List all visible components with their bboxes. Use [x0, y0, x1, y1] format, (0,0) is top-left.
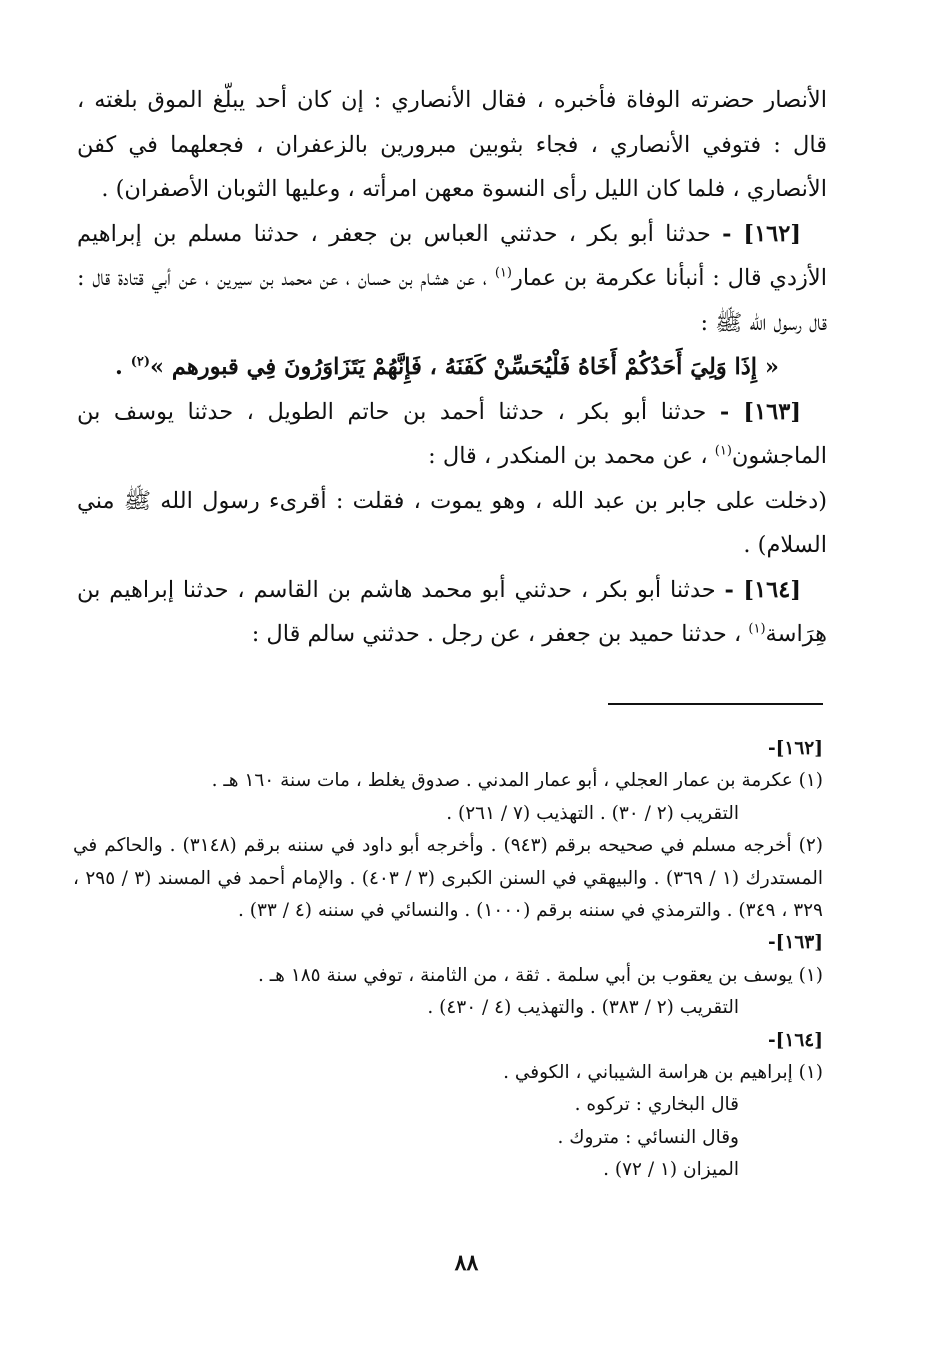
footnotes — [73, 733, 823, 1187]
text-line: الماجشون — [731, 443, 827, 469]
footnote-line: التقريب (٢ / ٣٨٣) . والتهذيب (٤ / ٤٣٠) . — [427, 997, 739, 1019]
text-line: هِرَاسة — [765, 621, 827, 647]
text-line: حدثنا أبو بكر ، حدثنا أحمد بن حاتم الطويل ، حدثنا يوسف بن — [77, 398, 707, 425]
text-line: السلام) . — [743, 532, 827, 558]
hadith-162-quote — [77, 345, 827, 390]
footnote-line: الميزان (١ / ٧٢) . — [603, 1159, 739, 1181]
text-line: الأزدي قال : أنبأنا عكرمة بن عمار — [511, 265, 827, 291]
hadith-163-narration — [77, 479, 827, 568]
footnote-line: (٣ / ٢٩٥ ، ٣٢٩ ، ٣٤٩) . والترمذي في سننه برقم (١٠٠٠) . والنسائي في سننه (٤ / ٣٣) . — [73, 867, 823, 922]
text-line: ، عن هشام بن حسان ، عن محمد بن سيرين ، — [204, 265, 495, 291]
paragraph-continuation — [77, 78, 827, 212]
footnote-line: التقريب (٢ / ٣٠) . التهذيب (٧ / ٢٦١) . — [446, 802, 739, 824]
hadith-number: [١٦٣] - — [719, 398, 801, 425]
footnote-line: وقال النسائي : متروك . — [557, 1126, 739, 1148]
hadith-163 — [77, 390, 827, 479]
footnote-line: (١) عكرمة بن عمار العجلي ، أبو عمار المدني . صدوق يغلط ، مات سنة ١٦٠ هـ . — [211, 770, 823, 792]
page-number: ٨٨ — [454, 1250, 479, 1276]
text-line: كان الليل رأى النسوة معهن امرأته ، وعليها الثوبان الأصفران) . — [101, 176, 681, 202]
footnote-marker: (٢) — [130, 354, 150, 370]
footnote-entry — [73, 830, 823, 927]
footnote-group-heading: [١٦٤]- — [767, 1029, 823, 1051]
text-line: الأنصار حضرته الوفاة فأخبره ، فقال الأنصاري : إن كان أحد يبلّغ الموق بلغته ، قال : — [77, 87, 827, 158]
text-line: . — [115, 354, 131, 380]
text-line: عن أبي قتادة قال : قال رسول الله ﷺ : — [77, 265, 827, 336]
text-line: حدثنا أبو بكر ، حدثني العباس بن جعفر ، حدثنا مسلم بن إبراهيم — [77, 220, 711, 247]
text-line: فتوفي الأنصاري ، فجاء بثوبين مبرورين بالزعفران ، فجعلهما في كفن الأنصاري ، فلما — [77, 131, 827, 202]
footnote-group-heading: [١٦٢]- — [767, 738, 823, 759]
footnote-marker: (١) — [494, 265, 512, 281]
main-text — [77, 78, 827, 657]
footnote-line: (١) يوسف بن يعقوب بن أبي سلمة . ثقة ، من الثامنة ، توفي سنة ١٨٥ هـ . — [257, 964, 823, 986]
text-line: ، عن محمد بن المنكدر ، قال : — [428, 443, 715, 469]
footnote-line: المستدرك (١ / ٣٦٩) . والبيهقي في السنن الكبرى (٣ / ٤٠٣) . والإمام أحمد في المسند — [157, 867, 823, 889]
prophetic-saying: « إِذَا وَلِيَ أَحَدُكُمْ أَخَاهُ فَلْيُحَسِّنْ كَفَنَهُ ، فَإِنَّهُمْ يَتَزَاوَرُونَ فِي قبورهم » — [150, 354, 779, 380]
footnote-line: قال البخاري : تركوه . — [574, 1094, 739, 1116]
footnote-marker: (١) — [714, 443, 732, 459]
hadith-number: [١٦٤] - — [724, 576, 802, 603]
footnote-marker: (١) — [748, 621, 766, 637]
text-line: حدثنا أبو بكر ، حدثني أبو محمد هاشم بن القاسم ، حدثنا إبراهيم بن — [77, 576, 716, 603]
text-line: (دخلت على جابر بن عبد الله ، وهو يموت ، فقلت : أقرىء رسول الله ﷺ مني — [77, 487, 827, 514]
hadith-162 — [77, 212, 827, 346]
footnote-group-heading: [١٦٣]- — [767, 932, 823, 954]
footnote-line: (١) إبراهيم بن هراسة الشيباني ، الكوفي . — [503, 1062, 823, 1084]
footnote-line: (٢) أخرجه مسلم في صحيحه برقم (٩٤٣) . وأخرجه أبو داود في سننه برقم (٣١٤٨) . والحاكم في — [73, 835, 823, 857]
footnote-divider — [608, 703, 823, 705]
hadith-number: [١٦٢] - — [722, 220, 801, 247]
hadith-164 — [77, 568, 827, 657]
text-line: ، حدثنا حميد بن جعفر ، عن رجل . حدثني سالم قال : — [251, 621, 749, 647]
